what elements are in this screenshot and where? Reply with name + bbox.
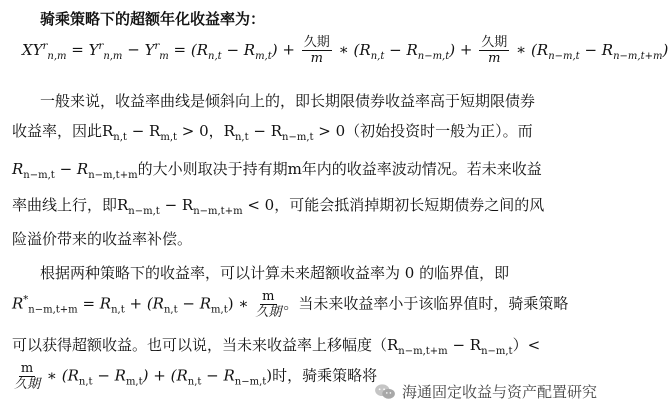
formula-main: $XY^r_{n,m} = Y^r_{n,m} - Y^r_m = (R_{n,t} - R_{m,t})$ + $\frac{\text{久期}}{m}$ ∗ $(R_{n,t} - R_{n-m,t})$ + $\frac{\text{久期}}{m}$ ∗ $(R_{n-m,t} - R_{n-m,t+m})$: [22, 35, 668, 66]
fraction-duration-2: $\frac{\text{久期}}{m}$: [481, 35, 508, 66]
para2-line3: 可以获得超额收益。也可以说，当未来收益率上移幅度$(R_{n-m,t+m} - R_{n-m,t})<$: [12, 336, 541, 357]
formula-lhs: $XY^r_{n,m}$: [22, 40, 67, 62]
para2-line4: $\frac{m}{\text{久期}}$ ∗ $(R_{n,t} - R_{m,t}) + (R_{n,t} - R_{n-m,t})$时，骑乘策略将: [14, 361, 378, 392]
fraction-m-over-duration-1: $\frac{m}{\text{久期}}$: [255, 289, 282, 320]
wechat-icon: [374, 383, 396, 401]
fraction-duration-1: $\frac{\text{久期}}{m}$: [303, 35, 330, 66]
fraction-m-over-duration-2: $\frac{m}{\text{久期}}$: [14, 361, 41, 392]
heading: 骑乘策略下的超额年化收益率为：: [40, 10, 266, 28]
watermark: [374, 381, 597, 402]
para2-line2: $R^*_{n-m,t+m} = R_{n,t} + (R_{n,t} - R_{m,t})$ ∗ $\frac{m}{\text{久期}}$ 。当未来收益率小于该临界值时，骑乘策略: [12, 289, 569, 320]
para1-line5: 险溢价带来的收益率补偿。: [12, 230, 193, 248]
watermark-text: 海通固定收益与资产配置研究: [401, 383, 597, 401]
para1-line1: 一般来说，收益率曲线是倾斜向上的，即长期限债券收益率高于短期限债券: [40, 92, 536, 110]
para2-line1: 根据两种策略下的收益率，可以计算未来超额收益率为 0 的临界值，即: [40, 264, 510, 282]
para1-line3: $R_{n-m,t} - R_{n-m,t+m}$的大小则取决于持有期m年内的收益率波动情况。若未来收益: [12, 160, 542, 181]
para1-line2: 收益率，因此$R_{n,t} - R_{m,t} > 0$，$R_{n,t} - R_{n-m,t} > 0$（初始投资时一般为正）。而: [12, 122, 533, 143]
para1-line4: 率曲线上行，即$R_{n-m,t} - R_{n-m,t+m} < 0$，可能会抵消掉期初长短期债券之间的风: [12, 196, 545, 217]
